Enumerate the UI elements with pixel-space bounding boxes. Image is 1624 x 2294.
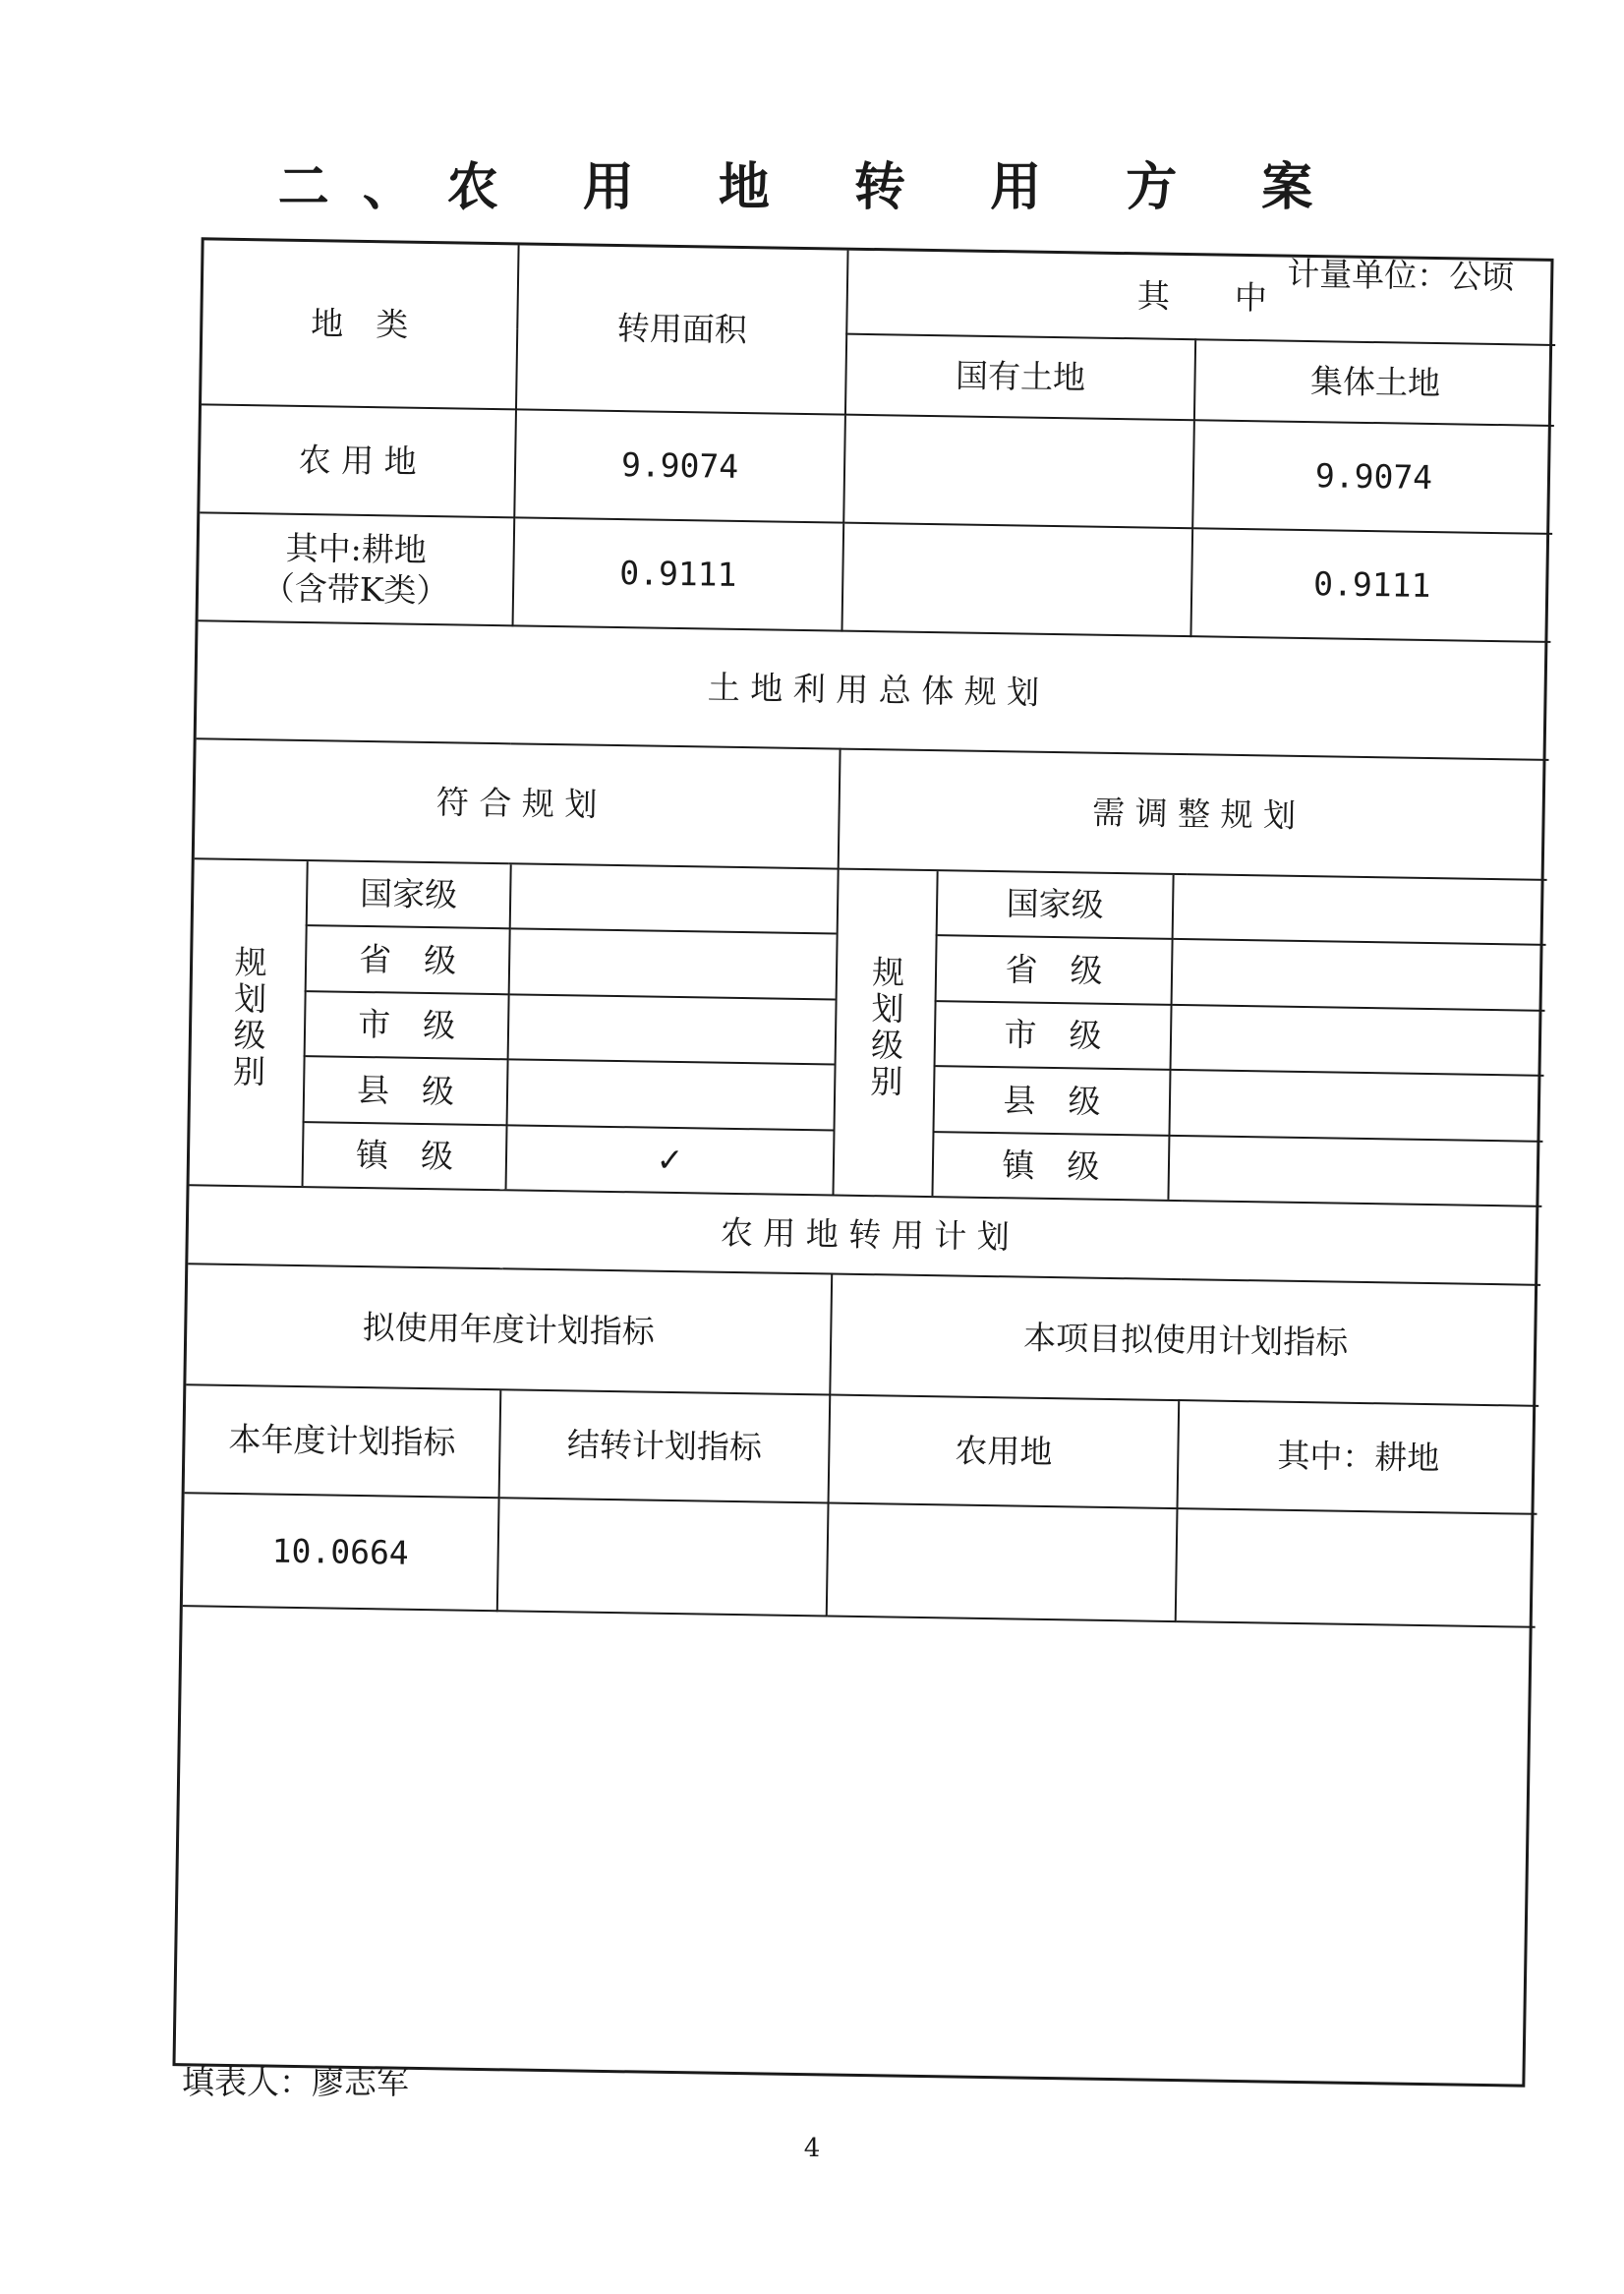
planning-title: 土 地 利 用 总 体 规 划 <box>197 620 1551 760</box>
row-label: 农 用 地 <box>200 404 516 517</box>
project-quota-header: 本项目拟使用计划指标 <box>830 1274 1540 1406</box>
this-year-value: 10.0664 <box>183 1493 499 1611</box>
header-land-type: 地 类 <box>202 240 519 409</box>
level-name: 市 级 <box>935 1001 1172 1070</box>
level-mark <box>507 1060 835 1131</box>
unit-label: 计量单位：公顷 <box>1286 254 1515 297</box>
conversion-plan-title: 农 用 地 转 用 计 划 <box>188 1185 1541 1285</box>
level-name: 省 级 <box>306 925 510 994</box>
conforms-levels <box>190 858 839 1195</box>
check-mark: ✓ <box>506 1125 834 1194</box>
row-state <box>843 415 1194 529</box>
carried-over-value <box>497 1498 829 1616</box>
level-name: 市 级 <box>305 991 509 1060</box>
level-name: 省 级 <box>936 935 1173 1004</box>
carried-over-header: 结转计划指标 <box>499 1389 831 1502</box>
conversion-form <box>172 237 1553 2087</box>
level-mark <box>510 864 838 933</box>
table-row <box>199 512 1553 642</box>
header-of-which: 其 中 <box>846 251 1556 345</box>
page-number: 4 <box>803 2134 821 2163</box>
main-table <box>183 240 1557 1627</box>
level-mark <box>1168 1136 1542 1206</box>
annual-quota-header: 拟使用年度计划指标 <box>186 1264 832 1394</box>
level-mark <box>508 994 836 1065</box>
level-mark <box>509 928 837 999</box>
conforms-level-table <box>190 859 838 1194</box>
cultivated-value <box>1176 1508 1537 1627</box>
level-label <box>190 859 308 1186</box>
level-label-text: 规划级别 <box>227 945 269 1091</box>
page-title: 二、农 用 地 转 用 方 案 <box>277 158 1347 217</box>
level-name: 国家级 <box>307 861 511 928</box>
cultivated-header: 其中：耕地 <box>1178 1400 1539 1514</box>
level-mark <box>1171 1005 1545 1077</box>
level-name: 县 级 <box>933 1066 1170 1135</box>
level-name: 国家级 <box>937 871 1174 939</box>
form-frame <box>172 237 1553 2087</box>
row-label-line1: 其中:耕地 <box>285 528 428 569</box>
farmland-value <box>827 1502 1178 1621</box>
row-state <box>841 523 1192 637</box>
level-label-text: 规划级别 <box>865 955 906 1102</box>
header-converted-area: 转用面积 <box>516 245 848 414</box>
adjust-header: 需 调 整 规 划 <box>839 749 1549 880</box>
adjust-levels <box>833 869 1546 1206</box>
level-name: 镇 级 <box>932 1132 1169 1200</box>
level-mark <box>1173 875 1547 945</box>
row-area: 0.9111 <box>513 517 844 630</box>
table-row <box>183 1493 1537 1627</box>
adjust-level-table <box>834 870 1546 1206</box>
row-collective: 9.9074 <box>1192 420 1554 534</box>
level-name: 县 级 <box>304 1056 508 1125</box>
row-label <box>199 512 515 625</box>
row-collective: 0.9111 <box>1190 528 1552 642</box>
this-year-header: 本年度计划指标 <box>185 1384 501 1498</box>
level-name: 镇 级 <box>303 1122 507 1189</box>
farmland-header: 农用地 <box>829 1394 1180 1508</box>
header-collective-land: 集体土地 <box>1194 339 1555 426</box>
level-mark <box>1169 1070 1543 1142</box>
conforms-header: 符 合 规 划 <box>195 738 841 868</box>
row-area: 9.9074 <box>514 409 845 522</box>
table-row <box>200 404 1554 534</box>
level-label <box>834 870 937 1197</box>
header-state-land: 国有土地 <box>845 334 1195 421</box>
preparer-label: 填表人：廖志军 <box>182 2063 409 2101</box>
level-mark <box>1172 939 1546 1011</box>
row-label-line2: （含带K类） <box>261 568 449 611</box>
